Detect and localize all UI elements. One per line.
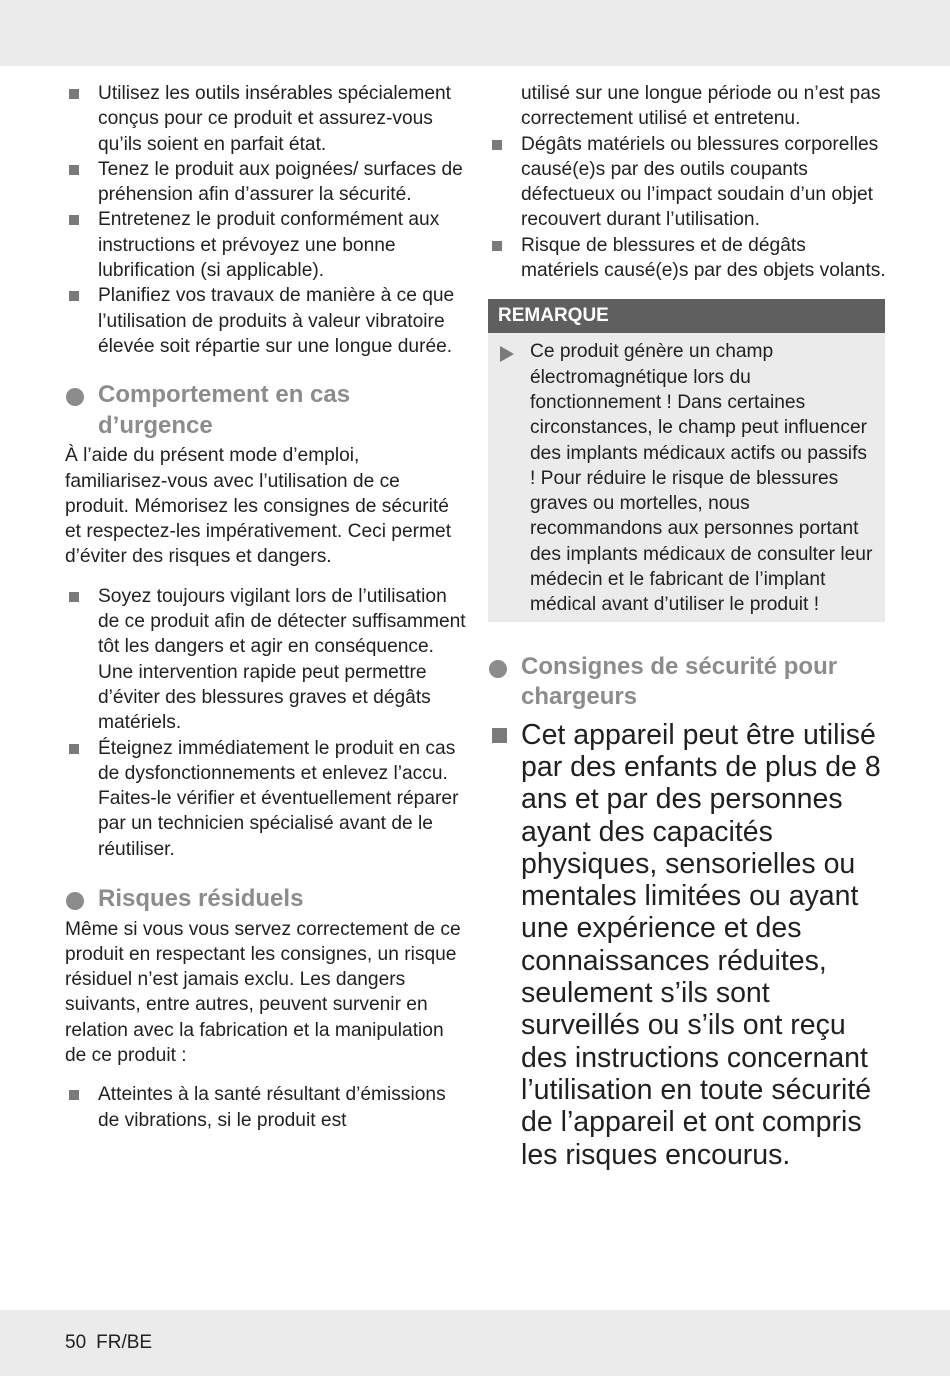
remark-body <box>488 333 885 621</box>
large-bullet-text: Cet appareil peut être utilisé par des enfants de plus de 8 ans et par des personnes ayant des capacités physiques, sensorielles ou mentales limitées ou ayant une expérience et des connaissances réduites, seulement s’ils sont surveillés ou s’ils ont reçu des instructions concernant l’utilisation en toute sécurité de l’appareil et ont compris les risques encourus. <box>521 718 881 1171</box>
triangle-arrow-icon <box>500 346 514 362</box>
remark-box <box>488 299 885 621</box>
section-heading-chargers <box>488 652 888 713</box>
list-item <box>65 283 467 359</box>
remark-text: Ce produit génère un champ électromagnétique lors du fonctionnement ! Dans certaines circonstances, le champ peut influencer des implants médicaux actifs ou passifs ! Pour réduire le risque de blessures graves ou mortelles, nous recommandons aux personnes portant des implants médicaux de consulter leur médecin et le fabricant de l’implant médical avant d’utiliser le produit ! <box>530 341 873 616</box>
section-heading-emergency <box>65 380 467 441</box>
section-heading-residual <box>65 884 467 915</box>
list-item-text: Atteintes à la santé résultant d’émissions de vibrations, si le produit est <box>98 1084 446 1131</box>
list-item-text: Soyez toujours vigilant lors de l’utilisation de ce produit afin de détecter suffisamment tôt les dangers et agir en conséquence. Une intervention rapide peut permettre d’éviter des blessures graves et dégâts matériels. <box>98 585 466 734</box>
circle-bullet-icon <box>66 388 84 406</box>
list-item <box>488 233 888 284</box>
page-footer <box>65 1332 162 1354</box>
list-item-text: Entretenez le produit conformément aux instructions et prévoyez une bonne lubrification (si applicable). <box>98 209 440 282</box>
heading-text: Comportement en cas d’urgence <box>98 381 351 439</box>
square-bullet-icon <box>69 165 79 175</box>
list-item <box>65 207 467 283</box>
large-bullet-children-warning <box>488 719 888 1171</box>
list-item-text: Éteignez immédiatement le produit en cas de dysfonctionnements et enlevez l’accu. Faites-le vérifier et éventuellement réparer par un technicien spécialisé avant de le réutiliser. <box>98 737 459 860</box>
top-band <box>0 0 950 66</box>
square-bullet-icon <box>69 291 79 301</box>
list-item-text: Utilisez les outils insérables spécialement conçus pour ce produit et assurez-vous qu’ils soient en parfait état. <box>98 83 451 155</box>
square-bullet-icon <box>69 592 79 602</box>
locale-label: FR/BE <box>96 1332 153 1353</box>
bullet-list-tools <box>65 81 467 359</box>
left-column <box>65 81 467 1133</box>
square-bullet-icon <box>492 241 502 251</box>
list-item <box>65 1082 467 1133</box>
square-bullet-icon <box>69 215 79 225</box>
list-item <box>65 736 467 862</box>
square-bullet-icon <box>69 89 79 99</box>
list-item-text: Dégâts matériels ou blessures corporelles causé(e)s par des outils coupants défectueux ou l’impact soudain d’un objet recouvert durant l’utilisation. <box>521 133 879 231</box>
list-item <box>65 584 467 736</box>
list-item-text: Tenez le produit aux poignées/ surfaces de préhension afin d’assurer la sécurité. <box>98 158 463 206</box>
list-item-text: Risque de blessures et de dégâts matériels causé(e)s par des objets volants. <box>521 234 886 282</box>
circle-bullet-icon <box>489 660 507 678</box>
heading-text: Consignes de sécurité pour chargeurs <box>521 652 838 711</box>
heading-text: Risques résiduels <box>98 885 304 913</box>
remark-title: REMARQUE <box>488 299 885 333</box>
square-bullet-icon <box>492 140 502 150</box>
list-item <box>488 132 888 233</box>
list-item <box>65 157 467 208</box>
circle-bullet-icon <box>66 892 84 910</box>
paragraph-emergency: À l’aide du présent mode d’emploi, familiarisez-vous avec l’utilisation de ce produit. Mémorisez les consignes de sécurité et respectez-les impérativement. Ceci permet d’éviter des risques et dangers. <box>65 445 452 568</box>
bullet-list-damage <box>488 132 888 284</box>
square-bullet-icon <box>69 744 79 754</box>
bullet-list-vigilance <box>65 584 467 862</box>
square-bullet-icon <box>69 1090 79 1100</box>
list-item-text: Planifiez vos travaux de manière à ce que l’utilisation de produits à valeur vibratoire élevée soit répartie sur une longue durée. <box>98 285 455 357</box>
bullet-list-residual <box>65 1082 467 1133</box>
paragraph-residual: Même si vous vous servez correctement de ce produit en respectant les consignes, un risque résiduel n’est jamais exclu. Les dangers suivants, entre autres, peuvent survenir en relation avec la fabrication et la manipulation de ce produit : <box>65 918 461 1066</box>
continued-text: utilisé sur une longue période ou n’est pas correctement utilisé et entretenu. <box>521 83 881 130</box>
page-number: 50 <box>65 1332 87 1353</box>
square-bullet-icon <box>492 728 507 743</box>
list-item <box>65 81 467 157</box>
right-column <box>488 81 888 1171</box>
